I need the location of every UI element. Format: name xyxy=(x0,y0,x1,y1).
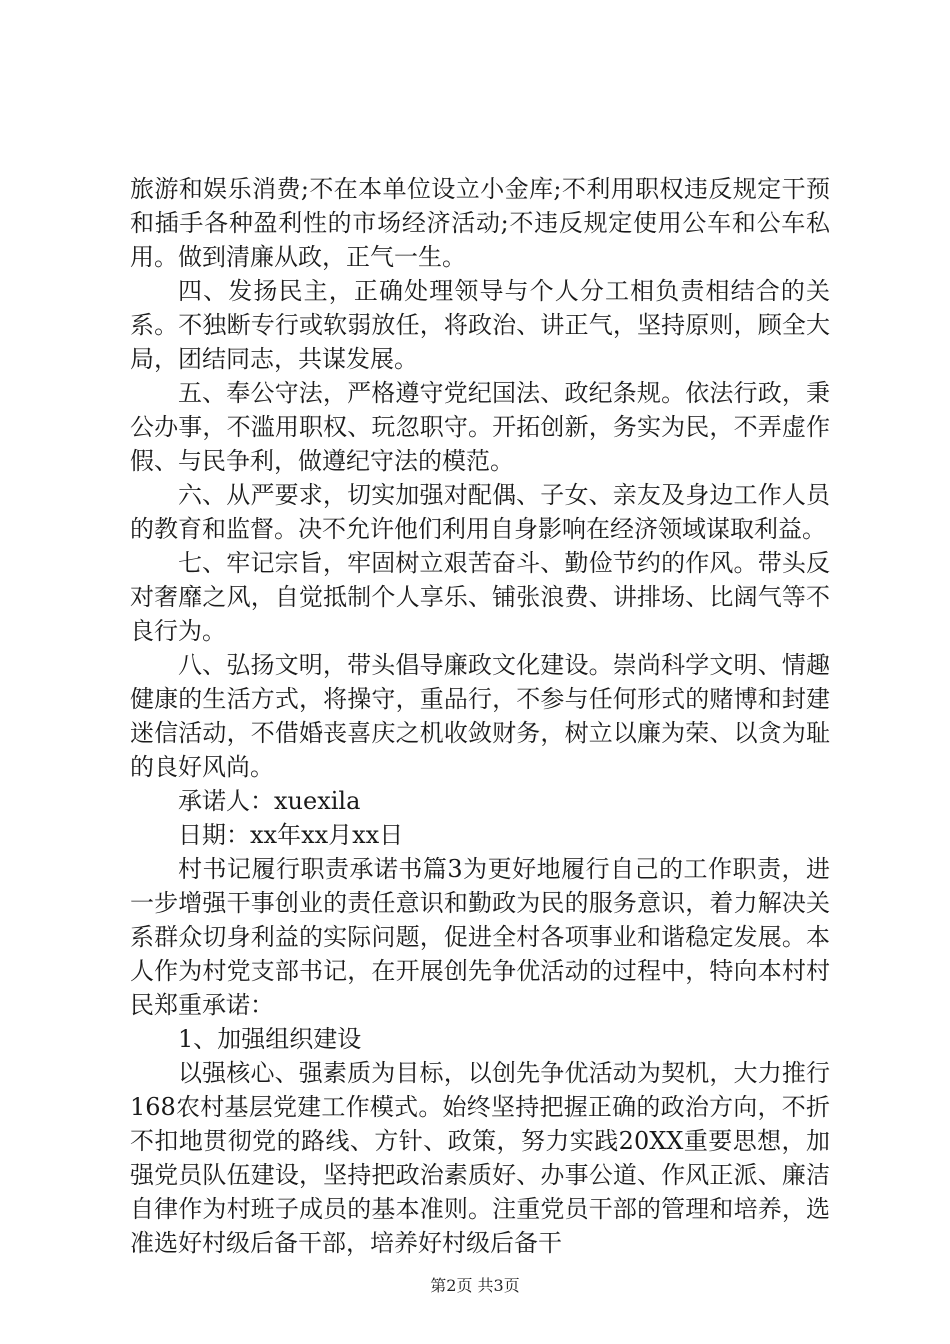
document-body xyxy=(130,172,830,1260)
paragraph-item-5: 五、奉公守法，严格遵守党纪国法、政纪条规。依法行政，秉公办事，不滥用职权、玩忽职守。开拓创新，务实为民，不弄虚作假、与民争利，做遵纪守法的模范。 xyxy=(130,379,830,475)
paragraph-item-8: 八、弘扬文明，带头倡导廉政文化建设。崇尚科学文明、情趣健康的生活方式，将操守，重品行，不参与任何形式的赌博和封建迷信活动，不借婚丧喜庆之机收敛财务，树立以廉为荣、以贪为耻的良好风尚。 xyxy=(130,651,830,781)
paragraph-continuation: 旅游和娱乐消费;不在本单位设立小金库;不利用职权违反规定干预和插手各种盈利性的市场经济活动;不违反规定使用公车和公车私用。做到清廉从政，正气一生。 xyxy=(130,175,830,271)
paragraph-item-6: 六、从严要求，切实加强对配偶、子女、亲友及身边工作人员的教育和监督。决不允许他们利用自身影响在经济领域谋取利益。 xyxy=(130,481,830,543)
page-number-footer: 第2页 共3页 xyxy=(430,1276,520,1295)
paragraph-intro-section-3: 村书记履行职责承诺书篇3为更好地履行自己的工作职责，进一步增强干事创业的责任意识和勤政为民的服务意识，着力解决关系群众切身利益的实际问题，促进全村各项事业和谐稳定发展。本人作为村党支部书记，在开展创先争优活动的过程中，特向本村村民郑重承诺： xyxy=(130,855,830,1019)
paragraph-item-4: 四、发扬民主，正确处理领导与个人分工相负责相结合的关系。不独断专行或软弱放任，将政治、讲正气，坚持原则，顾全大局，团结同志，共谋发展。 xyxy=(130,277,830,373)
section-heading-1: 1、加强组织建设 xyxy=(178,1025,362,1053)
signatory-line: 承诺人：xuexila xyxy=(178,787,361,815)
paragraph-item-7: 七、牢记宗旨，牢固树立艰苦奋斗、勤俭节约的作风。带头反对奢靡之风，自觉抵制个人享乐、铺张浪费、讲排场、比阔气等不良行为。 xyxy=(130,549,830,645)
paragraph-section-1-body: 以强核心、强素质为目标，以创先争优活动为契机，大力推行168农村基层党建工作模式。始终坚持把握正确的政治方向，不折不扣地贯彻党的路线、方针、政策，努力实践20XX重要思想，加强党员队伍建设，坚持把政治素质好、办事公道、作风正派、廉洁自律作为村班子成员的基本准则。注重党员干部的管理和培养，选准选好村级后备干部，培养好村级后备干 xyxy=(130,1059,830,1257)
date-line: 日期：xx年xx月xx日 xyxy=(178,821,404,849)
